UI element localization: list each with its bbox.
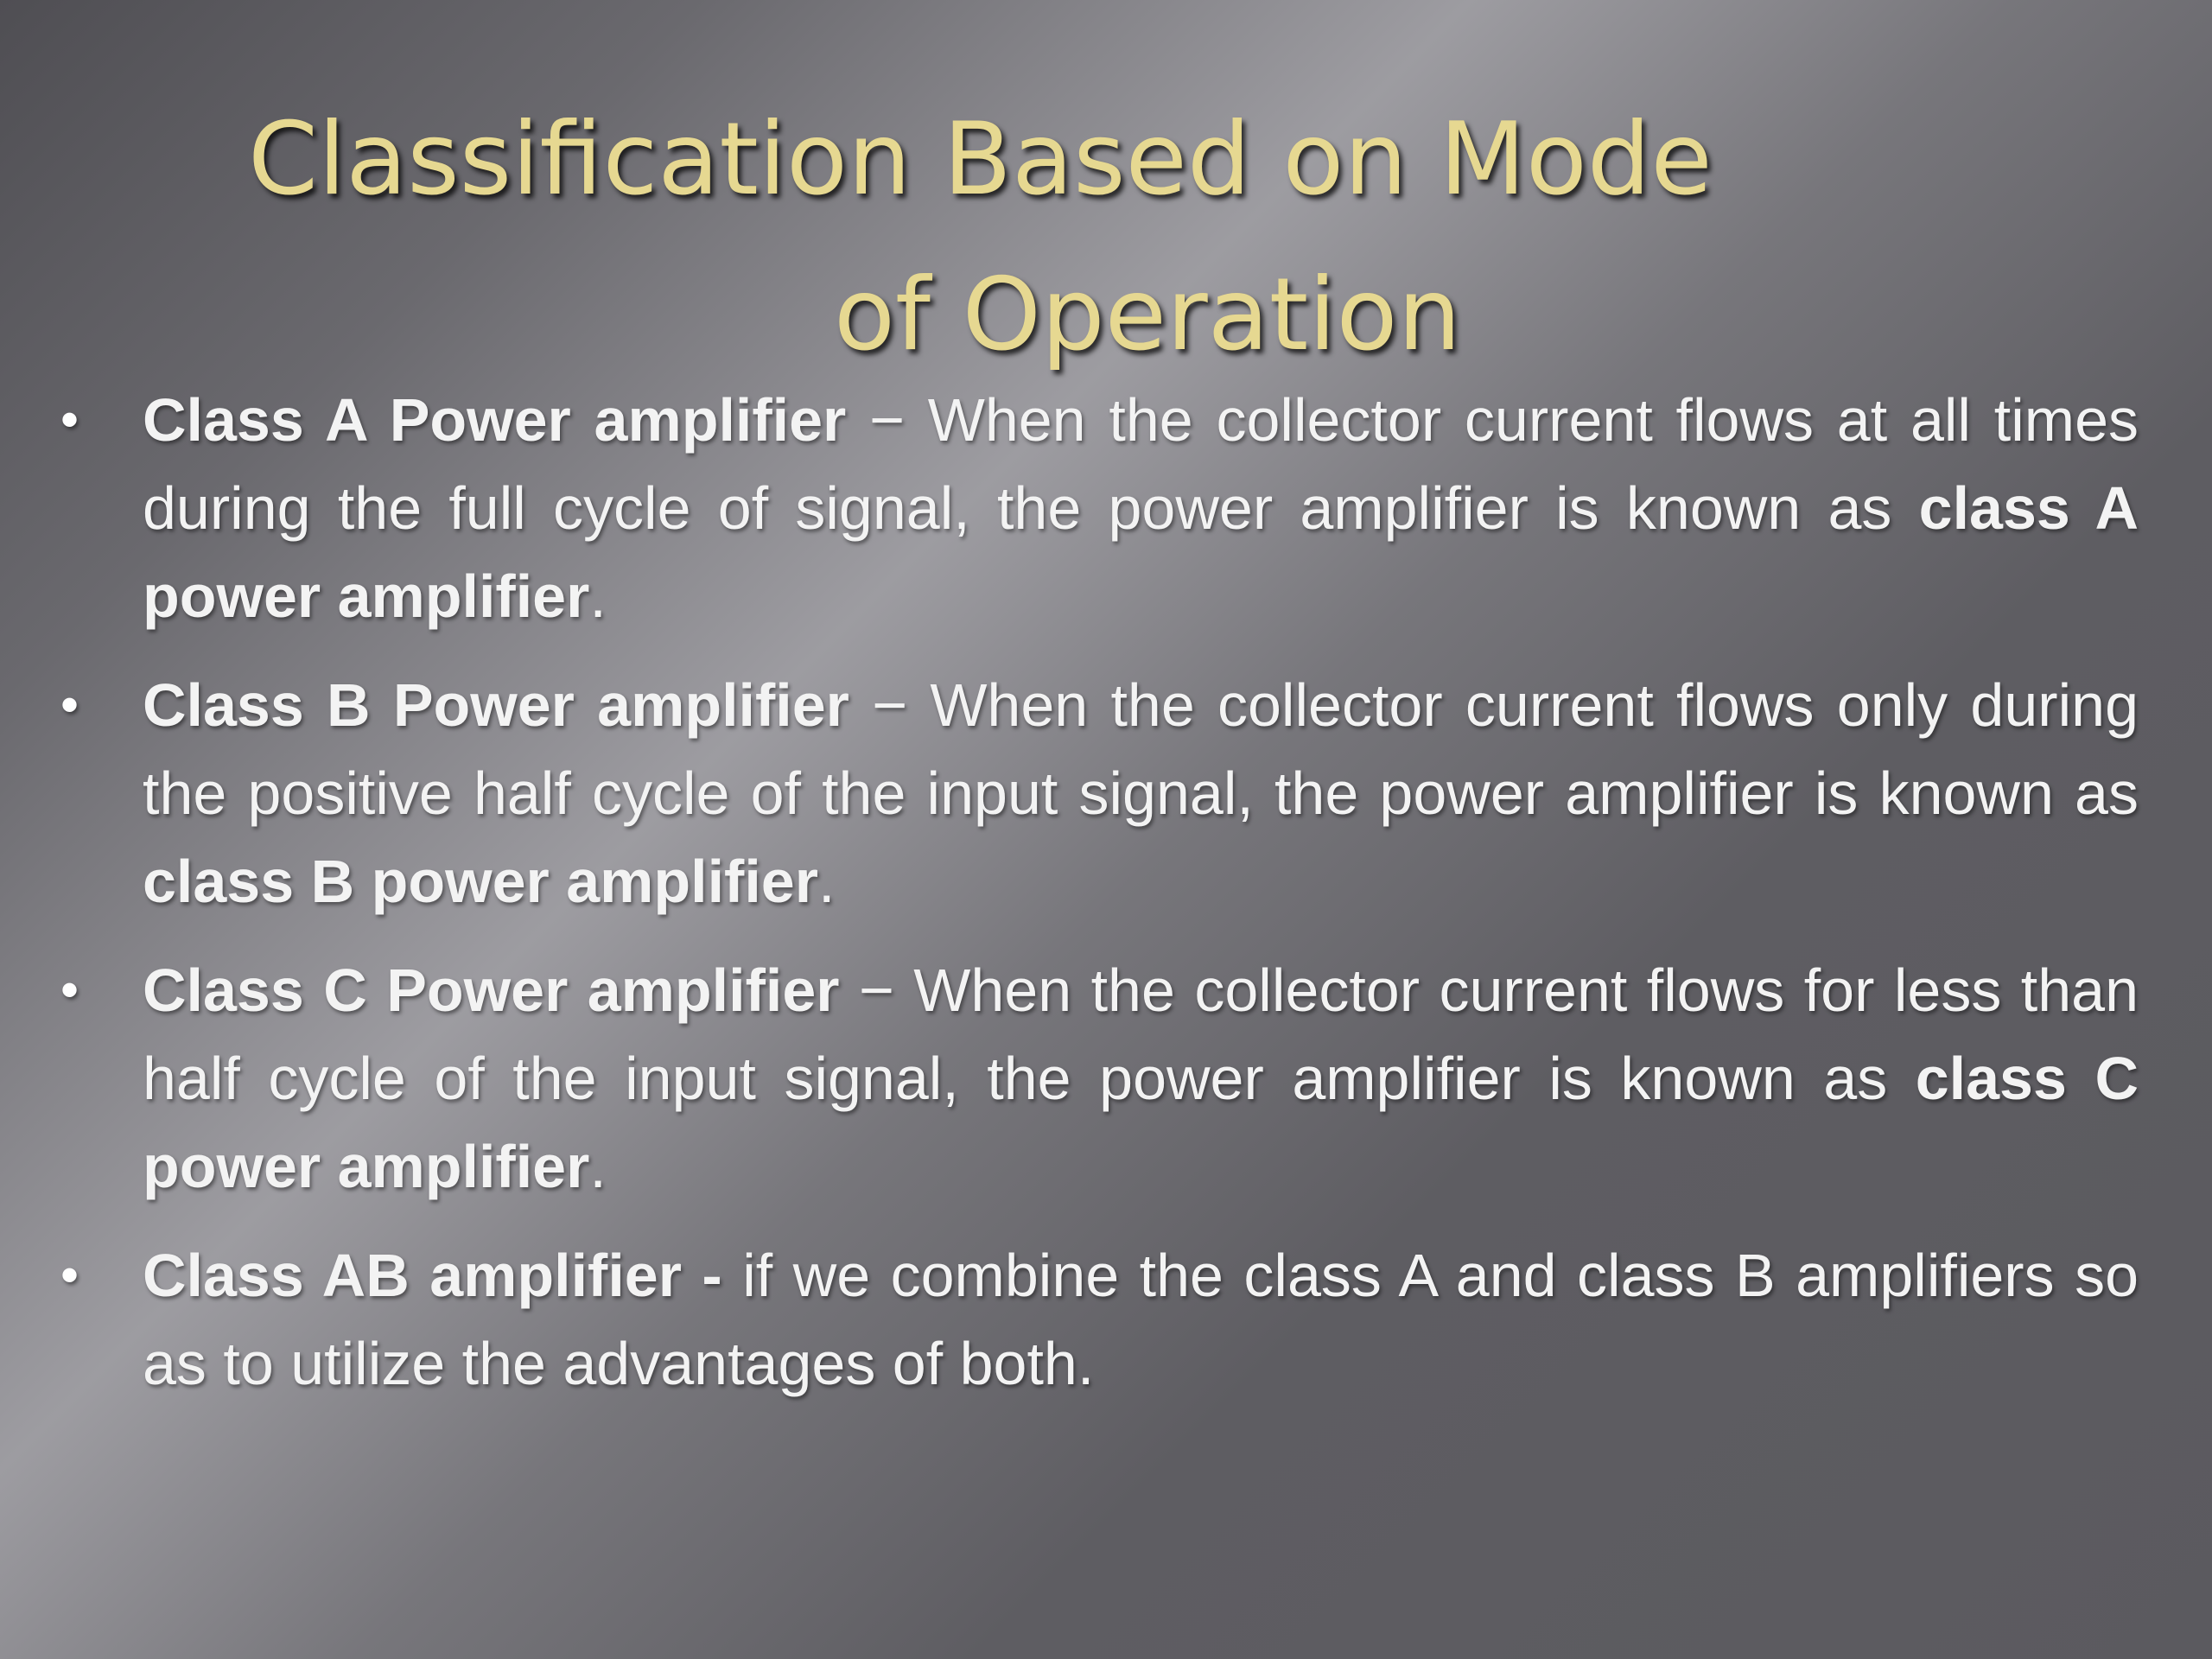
bullet-dot-icon: •	[60, 1246, 79, 1304]
bullet-dot-icon: •	[60, 391, 79, 448]
bullet-item-class-b	[52, 661, 2139, 925]
bullet-text: if we combine the class A and class B amplifiers so as to utilize the advantages of both.	[143, 1242, 2139, 1397]
bullet-text: When the collector current flows for less than half cycle of the input signal, the power amplifier is known as	[143, 957, 2139, 1112]
bullet-emphasis: class B power amplifier	[143, 848, 818, 915]
bullet-term: Class AB amplifier	[143, 1242, 682, 1309]
slide-title-line-2: of Operation	[834, 257, 1461, 373]
bullet-emphasis: class C power amplifier	[143, 1045, 2139, 1200]
bullet-end: .	[817, 848, 836, 915]
bullet-end: .	[589, 563, 607, 630]
bullet-dot-icon: •	[60, 676, 79, 734]
bullet-dash: −	[839, 957, 914, 1024]
bullet-item-class-a	[52, 376, 2139, 640]
slide-title-line-1: Classification Based on Mode	[248, 101, 1713, 218]
bullet-end: .	[589, 1133, 607, 1200]
bullet-item-class-c	[52, 946, 2139, 1211]
bullet-term: Class A Power amplifier	[143, 386, 847, 454]
bullet-dash: -	[681, 1242, 743, 1309]
bullet-emphasis: class A power amplifier	[143, 474, 2139, 630]
bullet-list	[52, 376, 2139, 1428]
bullet-term: Class B Power amplifier	[143, 671, 849, 739]
bullet-text: When the collector current flows at all times during the full cycle of signal, the power amplifier is known as	[143, 386, 2139, 542]
bullet-term: Class C Power amplifier	[143, 957, 840, 1024]
bullet-dash: −	[849, 671, 931, 739]
bullet-text: When the collector current flows only during the positive half cycle of the input signal, the power amplifier is known as	[143, 671, 2139, 827]
bullet-item-class-ab	[52, 1231, 2139, 1408]
bullet-dash: −	[846, 386, 928, 454]
bullet-dot-icon: •	[60, 961, 79, 1019]
